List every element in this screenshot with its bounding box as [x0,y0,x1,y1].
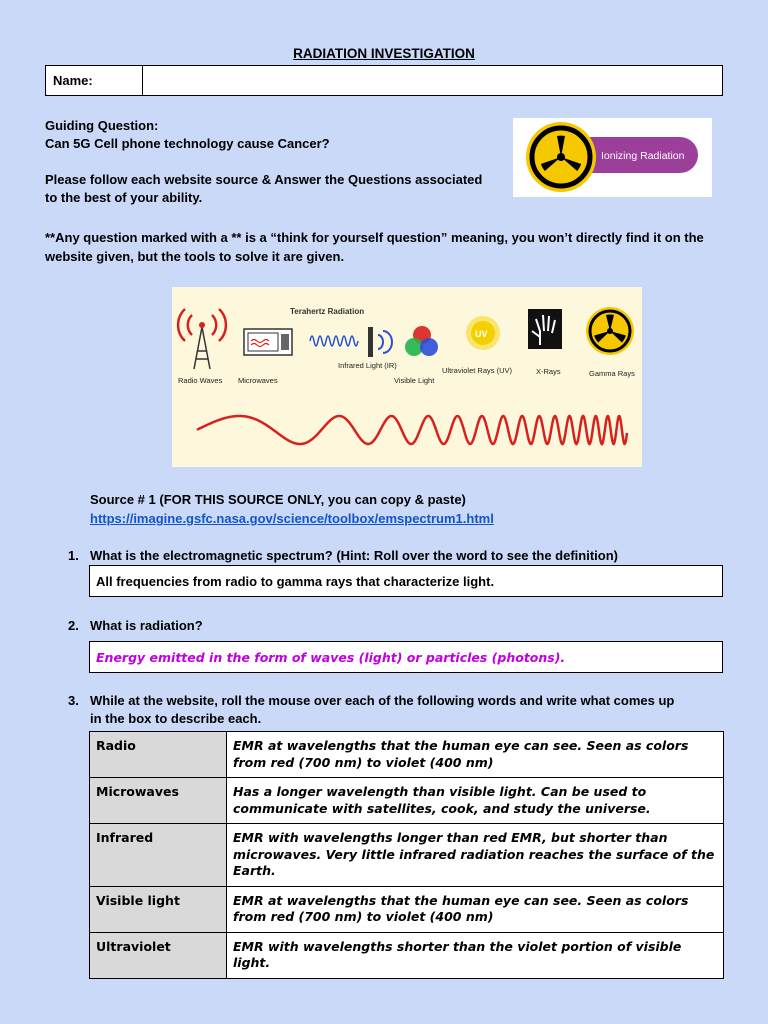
radiation-trefoil-icon [526,122,596,192]
term-cell: Visible light [90,886,227,932]
guiding-question: Can 5G Cell phone technology cause Cancer? [45,136,330,151]
question-1 [68,547,618,565]
source-label: Source # 1 (FOR THIS SOURCE ONLY, you can copy & paste) [90,492,466,507]
name-row [45,65,723,96]
definition-cell[interactable]: EMR at wavelengths that the human eye can see. Seen as colors from red (700 nm) to violet (400 nm) [227,886,724,932]
guiding-heading: Guiding Question: [45,118,159,133]
microwave-icon [244,329,292,355]
label-visible-light: Visible Light [394,376,435,385]
terahertz-wave-icon [310,336,358,346]
question-1-number: 1. [68,548,79,563]
xray-hand-icon [528,309,562,349]
label-infrared: Infrared Light (IR) [338,361,397,370]
label-ultraviolet: Ultraviolet Rays (UV) [442,366,513,375]
term-cell: Ultraviolet [90,932,227,978]
question-3-number: 3. [68,693,79,708]
question-3-text-line2: in the box to describe each. [90,711,262,726]
intro-section [45,117,495,207]
definition-cell[interactable]: EMR at wavelengths that the human eye can see. Seen as colors from red (700 nm) to violet (400 nm) [227,732,724,778]
source-section [90,490,494,528]
visible-light-icon [405,326,438,356]
em-wave-icon [197,416,627,444]
definition-cell[interactable]: EMR with wavelengths shorter than the violet portion of visible light. [227,932,724,978]
term-cell: Infrared [90,824,227,887]
instructions: Please follow each website source & Answer the Questions associated to the best of your ability. [45,172,483,205]
em-spectrum-image [172,287,642,467]
gamma-radiation-icon [586,307,634,355]
answer-1-box[interactable]: All frequencies from radio to gamma rays that characterize light. [89,565,723,597]
definition-cell[interactable]: Has a longer wavelength than visible light. Can be used to communicate with satellites, cook, and study the universe. [227,778,724,824]
infrared-icon [368,327,392,357]
label-gamma-rays: Gamma Rays [589,369,635,378]
question-2 [68,617,203,635]
uv-badge: UV [475,329,488,339]
question-2-number: 2. [68,618,79,633]
ionizing-radiation-logo [513,118,712,197]
table-row [90,824,724,887]
question-3-text-line1: While at the website, roll the mouse over each of the following words and write what comes up [90,693,675,708]
definitions-table [89,731,724,979]
definition-cell[interactable]: EMR with wavelengths longer than red EMR, but shorter than microwaves. Very little infrared radiation reaches the surface of the Earth. [227,824,724,887]
table-row [90,778,724,824]
label-x-rays: X-Rays [536,367,561,376]
question-3 [68,692,730,728]
uv-sun-icon [466,316,500,350]
label-radio-waves: Radio Waves [178,376,223,385]
answer-2-box[interactable]: Energy emitted in the form of waves (light) or particles (photons). [89,641,723,673]
source-link[interactable]: https://imagine.gsfc.nasa.gov/science/toolbox/emspectrum1.html [90,511,494,526]
name-field[interactable] [143,66,722,95]
term-cell: Microwaves [90,778,227,824]
question-2-text: What is radiation? [90,618,203,633]
table-row [90,732,724,778]
page-title: RADIATION INVESTIGATION [293,46,475,61]
radio-tower-icon [178,309,226,369]
logo-text: Ionizing Radiation [601,150,685,162]
question-1-text: What is the electromagnetic spectrum? (Hint: Roll over the word to see the definition) [90,548,618,563]
name-label: Name: [46,66,143,95]
table-row [90,932,724,978]
think-note: **Any question marked with a ** is a “think for yourself question” meaning, you won’t directly find it on the website given, but the tools to solve it are given. [45,230,704,264]
term-cell: Radio [90,732,227,778]
terahertz-label: Terahertz Radiation [290,307,365,316]
table-row [90,886,724,932]
label-microwaves: Microwaves [238,376,278,385]
